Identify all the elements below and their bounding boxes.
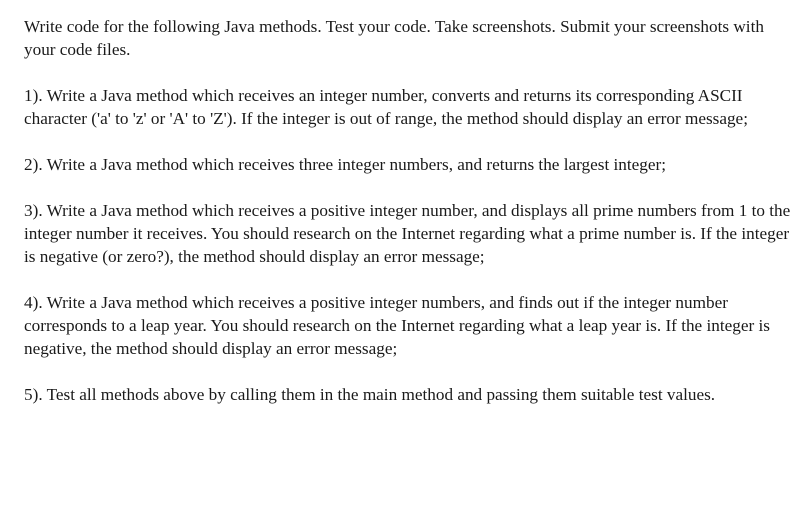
task-1-paragraph: 1). Write a Java method which receives an integer number, converts and returns its corresponding ASCII character ('a' to 'z' or 'A' to 'Z'). If the integer is out of range, the method should display an error message; bbox=[24, 86, 748, 128]
assignment-document bbox=[24, 15, 796, 429]
intro-paragraph: Write code for the following Java methods. Test your code. Take screenshots. Submit your screenshots with your code files. bbox=[24, 17, 764, 59]
task-4-paragraph: 4). Write a Java method which receives a positive integer numbers, and finds out if the integer number corresponds to a leap year. You should research on the Internet regarding what a leap year is. If the integer is negative, the method should display an error message; bbox=[24, 293, 770, 358]
task-2-paragraph: 2). Write a Java method which receives three integer numbers, and returns the largest integer; bbox=[24, 155, 667, 174]
task-5-paragraph: 5). Test all methods above by calling them in the main method and passing them suitable test values. bbox=[24, 385, 716, 404]
task-3-paragraph: 3). Write a Java method which receives a positive integer number, and displays all prime numbers from 1 to the integer number it receives. You should research on the Internet regarding what a prime number is. If the integer is negative (or zero?), the method should display an error message; bbox=[24, 201, 791, 266]
